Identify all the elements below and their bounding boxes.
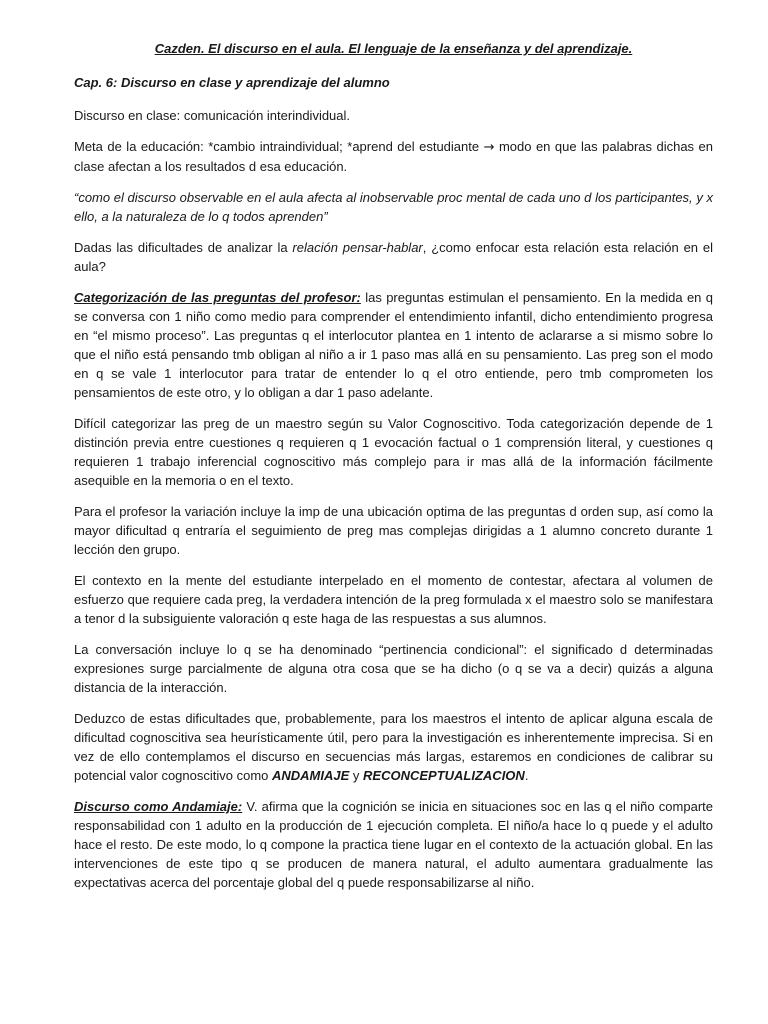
arrow-right-icon: →: [483, 140, 495, 155]
paragraph-9-connector: y: [349, 768, 364, 783]
paragraph-3: [74, 238, 713, 276]
paragraph-3-text-a: Dadas las dificultades de analizar la: [74, 240, 293, 255]
term-andamiaje: ANDAMIAJE: [272, 768, 350, 783]
paragraph-8: La conversación incluye lo q se ha denominado “pertinencia condicional”: el significado d determinadas expresiones surge parcialmente de alguna otra cosa que se ha dicho (o q se va a decir) quizás a alguna distancia de la interacción.: [74, 642, 713, 695]
paragraph-2-text-a: Meta de la educación: *cambio intraindividual; *aprend del estudiante: [74, 139, 484, 154]
document-title: Cazden. El discurso en el aula. El lenguaje de la enseñanza y del aprendizaje.: [154, 41, 633, 56]
paragraph-4: [74, 288, 713, 402]
paragraph-9: [74, 709, 713, 785]
paragraph-9-text: Deduzco de estas dificultades que, probablemente, para los maestros el intento de aplicar alguna escala de dificultad cognoscitiva sea heurísticamente útil, pero para la investigación es inherentemente imprecisa. Si en vez de ello contemplamos el discurso en secuencias más largas, estaremos en condiciones de calibrar su potencial valor cognoscitivo como: [74, 711, 713, 783]
quote-paragraph: “como el discurso observable en el aula afecta al inobservable proc mental de cada uno d los participantes, y x ello, a la naturaleza de lo q todos aprenden”: [74, 190, 713, 224]
paragraph-6: Para el profesor la variación incluye la imp de una ubicación optima de las preguntas d orden sup, así como la mayor dificultad q entraría el seguimiento de preg mas complejas dirigidas a 1 alumno concreto durante 1 lección den grupo.: [74, 504, 713, 557]
section-heading-categorizacion: Categorización de las preguntas del profesor:: [74, 290, 361, 305]
paragraph-5: Difícil categorizar las preg de un maestro según su Valor Cognoscitivo. Toda categorización depende de 1 distinción previa entre cuestiones q requieren q 1 evocación factual o 1 comprensión literal, y cuestiones q requieren 1 trabajo inferencial cognoscitivo más complejo para ir mas allá de la información fácilmente asequible en la memoria o en el texto.: [74, 416, 713, 488]
section-heading-andamiaje: Discurso como Andamiaje:: [74, 799, 243, 814]
paragraph-1: Discurso en clase: comunicación interindividual.: [74, 108, 351, 123]
chapter-heading: Cap. 6: Discurso en clase y aprendizaje del alumno: [74, 75, 390, 90]
paragraph-3-text-b: , ¿como enfocar esta relación esta relación en el aula?: [74, 240, 713, 274]
paragraph-10: [74, 797, 713, 892]
paragraph-7: El contexto en la mente del estudiante interpelado en el momento de contestar, afectara al volumen de esfuerzo que requiere cada preg, la verdadera intención de la preg formulada x el maestro solo se manifestara a tenor d la subsiguiente valoración q este haga de las respuestas a sus alumnos.: [74, 573, 713, 626]
term-reconceptualizacion: RECONCEPTUALIZACION: [363, 768, 525, 783]
paragraph-10-text: V. afirma que la cognición se inicia en situaciones soc en las q el niño comparte responsabilidad con 1 adulto en la producción de 1 ejecución completa. El niño/a hace lo q puede y el adulto hace el resto. De este modo, lo q compone la practica tiene lugar en el contexto de la actuación global. En las intervenciones de este tipo q se producen de manera natural, el adulto aumentara gradualmente las expectativas acerca del porcentaje global del q puede responsabilizarse al niño.: [74, 799, 713, 890]
paragraph-2: [74, 137, 713, 176]
paragraph-9-end: .: [524, 768, 529, 783]
paragraph-3-emphasis: relación pensar-hablar: [292, 240, 423, 255]
paragraph-2-text-b: modo en que las palabras dichas en clase afectan a los resultados d esa educación.: [74, 139, 713, 174]
paragraph-4-text: las preguntas estimulan el pensamiento. En la medida en q se conversa con 1 niño como medio para comprender el entendimiento infantil, dicho entendimiento progresa en “el mismo proceso”. Las preguntas q el interlocutor plantea en 1 intento de aclararse a si mismo sobre lo que el niño está pensando tmb obligan al niño a ir 1 paso mas allá en su pensamiento. Las preg son el modo en q se vale 1 interlocutor para tratar de entender lo q el otro entiende, pero tmb comprometen los pensamientos de este otro, y lo obligan a dar 1 paso adelante.: [74, 290, 713, 400]
